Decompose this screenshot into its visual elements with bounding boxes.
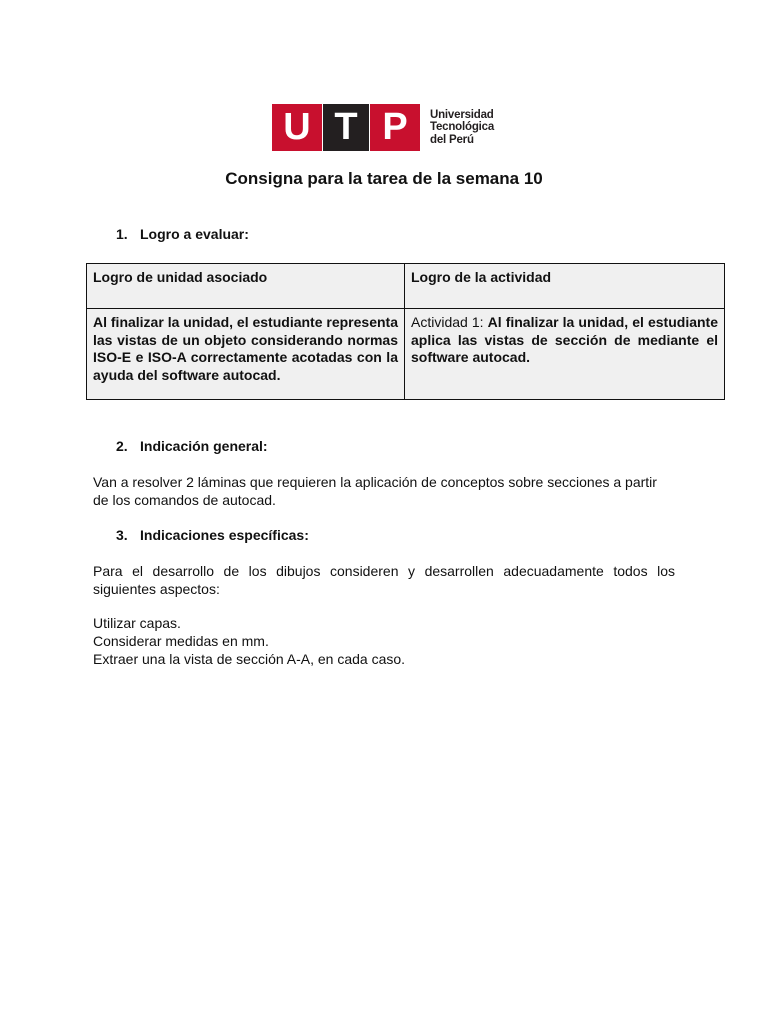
table-header-unidad: Logro de unidad asociado xyxy=(87,264,405,309)
table-header-row xyxy=(87,264,725,309)
logo-letter-p: P xyxy=(370,104,420,151)
logo-wordmark xyxy=(430,109,494,147)
utp-logo xyxy=(272,104,494,151)
section-3-text: Para el desarrollo de los dibujos consideren y desarrollen adecuadamente todos los siguientes aspectos: xyxy=(93,563,675,597)
table-cell-logro-actividad xyxy=(405,309,725,400)
page-title: Consigna para la tarea de la semana 10 xyxy=(225,169,543,188)
actividad-description: Al finalizar la unidad, el estudiante aplica las vistas de sección de mediante el software autocad. xyxy=(411,314,718,365)
section-3-heading xyxy=(116,527,309,543)
table-header-actividad: Logro de la actividad xyxy=(405,264,725,309)
logo-letter-u: U xyxy=(272,104,322,151)
section-2-heading xyxy=(116,438,268,454)
list-item: Extraer una la vista de sección A-A, en cada caso. xyxy=(93,651,406,667)
aspects-list xyxy=(93,614,405,668)
section-3-number: 3. xyxy=(116,527,128,543)
logo-line-2: Tecnológica xyxy=(430,121,495,134)
list-item: Utilizar capas. xyxy=(93,615,181,631)
list-item: Considerar medidas en mm. xyxy=(93,633,269,649)
section-1-label: Logro a evaluar: xyxy=(140,226,249,242)
section-2-number: 2. xyxy=(116,438,128,454)
logro-table xyxy=(86,263,725,400)
section-1-heading xyxy=(116,226,249,242)
logo-line-3: del Perú xyxy=(430,133,474,146)
table-row xyxy=(87,309,725,400)
logo-line-1: Universidad xyxy=(430,108,494,121)
section-2-label: Indicación general: xyxy=(140,438,268,454)
section-2-text: Van a resolver 2 láminas que requieren la aplicación de conceptos sobre secciones a partir de los comandos de autocad. xyxy=(93,474,657,508)
logo-letter-t: T xyxy=(323,104,369,151)
section-1-number: 1. xyxy=(116,226,128,242)
section-3-label: Indicaciones específicas: xyxy=(140,527,309,543)
table-cell-logro-unidad: Al finalizar la unidad, el estudiante representa las vistas de un objeto considerando normas ISO-E e ISO-A correctamente acotadas con la ayuda del software autocad. xyxy=(87,309,405,400)
actividad-prefix: Actividad 1: xyxy=(411,314,488,330)
